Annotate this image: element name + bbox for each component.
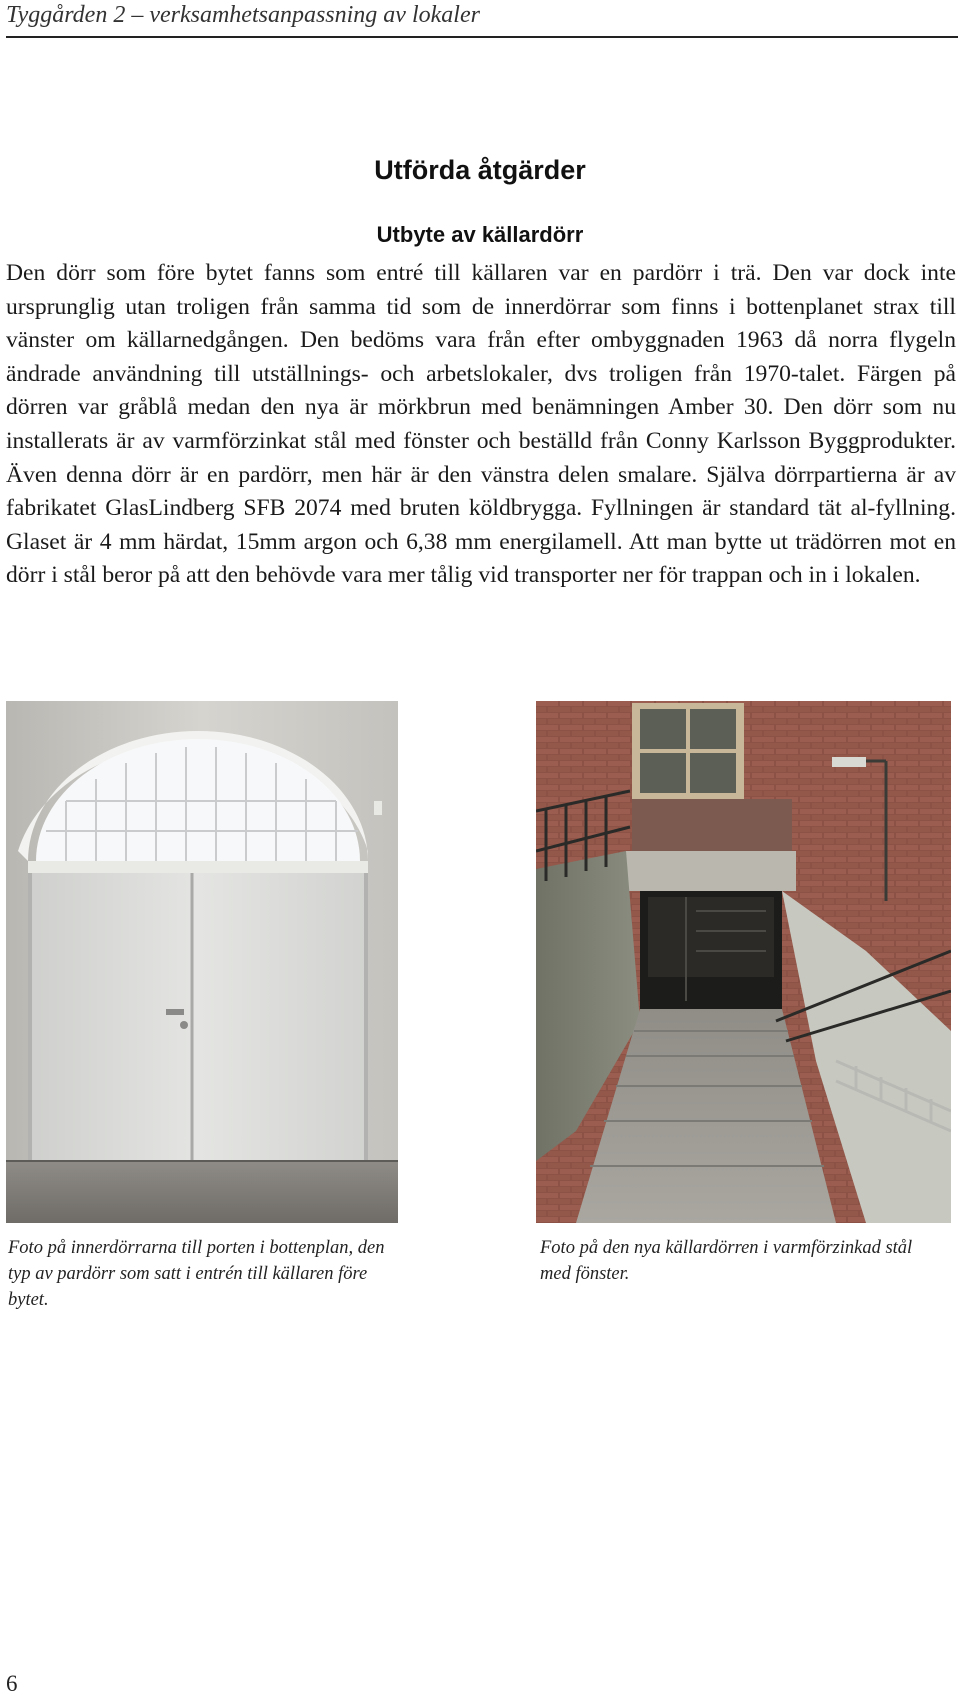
photo-new-basement-door — [536, 701, 951, 1223]
running-header — [6, 0, 958, 38]
photo-inner-doors-image — [6, 701, 398, 1223]
caption-inner-doors: Foto på innerdörrarna till porten i bottenplan, den typ av pardörr som satt i entrén till källaren före bytet. — [8, 1238, 385, 1310]
photo-inner-doors — [6, 701, 398, 1223]
running-header-title: Tyggården 2 – verksamhetsanpassning av lokaler — [6, 2, 480, 28]
photo-new-basement-door-image — [536, 701, 951, 1223]
page-number: 6 — [6, 1671, 18, 1696]
body-paragraph: Den dörr som före bytet fanns som entré till källaren var en pardörr i trä. Den var dock inte ursprunglig utan troligen från samma tid som de innerdörrar som finns i bottenplanet strax till vänster om källarnedgången. Den bedöms vara från efter ombyggnaden 1963 då norra flygeln ändrade användning till utställnings- och arbetslokaler, dvs troligen från 1970-talet. Färgen på dörren var gråblå medan den nya är mörkbrun med benämningen Amber 30. Den dörr som nu installerats är av varmförzinkat stål med fönster och beställd från Conny Karlsson Byggprodukter. Även denna dörr är en pardörr, men här är den vänstra delen smalare. Själva dörrpartierna är av fabrikatet GlasLindberg SFB 2074 med bruten köldbrygga. Fyllningen är standard tät al-fyllning. Glaset är 4 mm härdat, 15mm argon och 6,38 mm energilamell. Att man bytte ut trädörren mot en dörr i stål beror på att den behövde vara mer tålig vid transporter ner för trappan och in i lokalen. — [6, 260, 956, 589]
section-title: Utförda åtgärder — [374, 155, 586, 185]
subsection-title: Utbyte av källardörr — [376, 222, 584, 247]
caption-new-basement-door: Foto på den nya källardörren i varmförzinkad stål med fönster. — [540, 1238, 913, 1284]
